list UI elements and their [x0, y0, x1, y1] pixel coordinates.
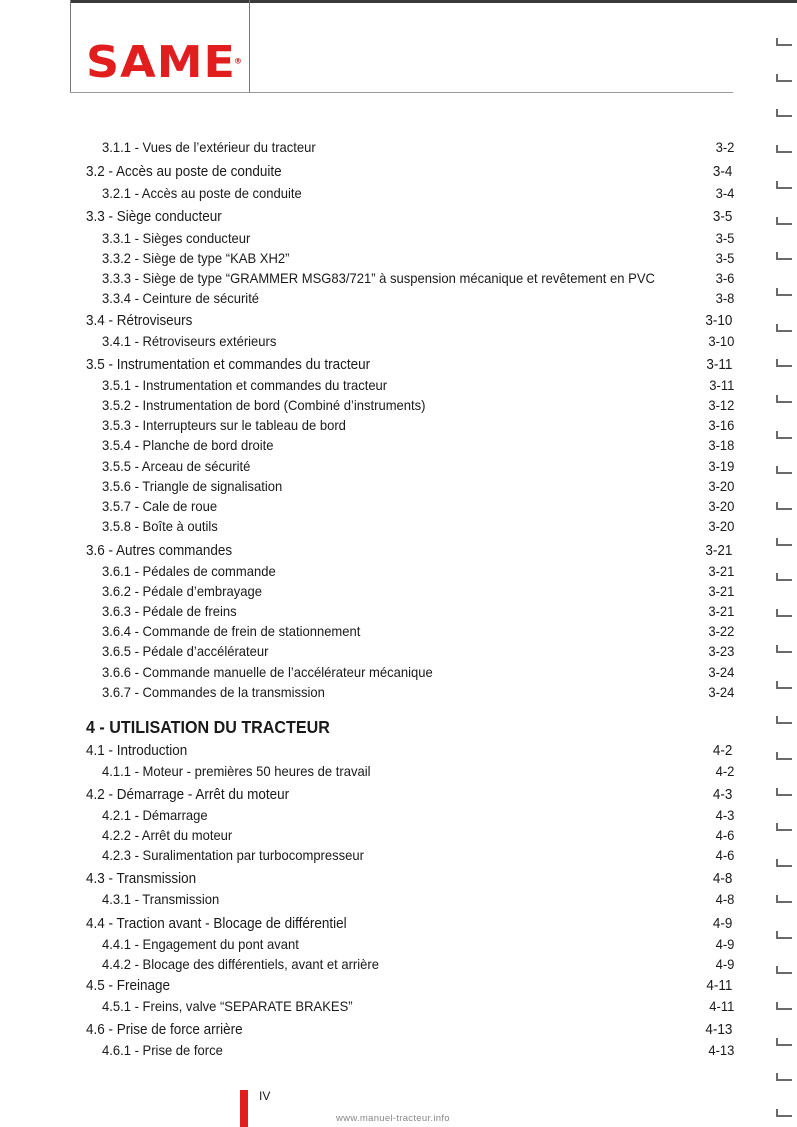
toc-entry-page: 3-21 [708, 563, 735, 579]
toc-entry-title: 3.1.1 - Vues de l’extérieur du tracteur [102, 139, 316, 155]
index-tab [776, 502, 792, 510]
toc-entry-page: 4-8 [715, 891, 735, 907]
toc-entry-title: 4.2 - Démarrage - Arrêt du moteur [86, 787, 290, 803]
toc-subsection-row [102, 415, 734, 435]
toc-entry-page: 3-4 [712, 164, 733, 180]
toc-entry-page: 4-2 [715, 763, 735, 779]
toc-subsection-row [102, 641, 734, 661]
toc-entry-page: 4-2 [712, 743, 733, 759]
toc-entry-page: 3-20 [708, 498, 735, 514]
toc-entry-title: 3.5.4 - Planche de bord droite [102, 437, 274, 453]
toc-entry-page: 3-21 [708, 603, 735, 619]
toc-entry-page: 3-21 [705, 543, 733, 559]
toc-entry-page: 3-5 [715, 250, 735, 266]
toc-entry-page: 3-23 [708, 643, 735, 659]
toc-subsection-row [102, 825, 734, 845]
toc-entry-page: 4-13 [708, 1042, 735, 1058]
toc-entry-page: 4-9 [715, 956, 735, 972]
toc-entry-title: 4.3.1 - Transmission [102, 891, 220, 907]
toc-subsection-row [102, 561, 734, 581]
index-tab [776, 1038, 792, 1046]
toc-entry-page: 3-8 [715, 290, 735, 306]
toc-subsection-row [102, 183, 734, 203]
side-index-tabs [776, 30, 794, 1120]
toc-section-row [86, 162, 732, 182]
toc-subsection-row [102, 375, 734, 395]
index-tab [776, 609, 792, 617]
index-tab [776, 645, 792, 653]
toc-entry-page: 3-11 [709, 377, 735, 393]
toc-subsection-row [102, 516, 734, 536]
toc-entry-page: 3-21 [708, 583, 735, 599]
index-tab [776, 823, 792, 831]
toc-subsection-row [102, 845, 734, 865]
toc-entry-title: 3.3.1 - Sièges conducteur [102, 230, 251, 246]
toc-entry-title: 3.6 - Autres commandes [86, 543, 233, 559]
toc-entry-title: 3.6.7 - Commandes de la transmission [102, 684, 325, 700]
toc-entry-title: 3.5.7 - Cale de roue [102, 498, 218, 514]
toc-entry-page: 4-3 [715, 807, 735, 823]
toc-entry-page: 3-19 [708, 458, 735, 474]
toc-subsection-row [102, 1040, 734, 1060]
index-tab [776, 573, 792, 581]
toc-subsection-row [102, 228, 734, 248]
index-tab [776, 181, 792, 189]
footer-page-number: IV [259, 1089, 271, 1103]
index-tab [776, 681, 792, 689]
toc-entry-title: 3.5.3 - Interrupteurs sur le tableau de bord [102, 417, 346, 433]
toc-entry-page: 3-5 [712, 209, 733, 225]
toc-entry-title: 4.2.2 - Arrêt du moteur [102, 827, 233, 843]
toc-entry-title: 3.5.8 - Boîte à outils [102, 518, 218, 534]
toc-entry-title: 4.4.1 - Engagement du pont avant [102, 936, 299, 952]
index-tab [776, 466, 792, 474]
toc-subsection-row [102, 805, 734, 825]
toc-section-row [86, 311, 732, 331]
toc-section-row [86, 785, 732, 805]
index-tab [776, 395, 792, 403]
toc-entry-page: 3-5 [715, 230, 735, 246]
index-tab [776, 931, 792, 939]
index-tab [776, 788, 792, 796]
toc-entry-page: 4-8 [712, 871, 733, 887]
toc-section-row [86, 1020, 732, 1040]
toc-entry-page: 3-4 [715, 185, 735, 201]
toc-entry-title: 4.6 - Prise de force arrière [86, 1022, 243, 1038]
toc-entry-page: 4-3 [712, 787, 733, 803]
toc-entry-title: 3.2 - Accès au poste de conduite [86, 164, 282, 180]
toc-entry-title: 3.6.5 - Pédale d’accélérateur [102, 643, 269, 659]
toc-section-row [86, 914, 732, 934]
index-tab [776, 1109, 792, 1117]
toc-entry-page: 4-9 [712, 916, 733, 932]
index-tab [776, 324, 792, 332]
toc-section-row [86, 869, 732, 889]
toc-entry-page: 3-22 [708, 623, 735, 639]
toc-subsection-row [102, 761, 734, 781]
toc-entry-title: 3.5.1 - Instrumentation et commandes du tracteur [102, 377, 388, 393]
toc-subsection-row [102, 581, 734, 601]
toc-entry-page: 3-12 [708, 397, 735, 413]
index-tab [776, 895, 792, 903]
toc-section-row [86, 541, 732, 561]
toc-subsection-row [102, 996, 734, 1016]
toc-entry-title: 3.3.3 - Siège de type “GRAMMER MSG83/721” à suspension mécanique et revêtement en PVC [102, 270, 655, 286]
toc-subsection-row [102, 248, 734, 268]
chapter-heading: 4 - UTILISATION DU TRACTEUR [86, 717, 330, 737]
toc-subsection-row [102, 476, 734, 496]
toc-section-row [86, 741, 732, 761]
toc-subsection-row [102, 268, 734, 288]
toc-entry-page: 3-20 [708, 478, 735, 494]
toc-entry-page: 3-24 [708, 664, 735, 680]
index-tab [776, 217, 792, 225]
toc-entry-title: 3.6.3 - Pédale de freins [102, 603, 237, 619]
index-tab [776, 109, 792, 117]
toc-subsection-row [102, 288, 734, 308]
index-tab [776, 966, 792, 974]
toc-entry-page: 3-20 [708, 518, 735, 534]
index-tab [776, 145, 792, 153]
toc-subsection-row [102, 137, 734, 157]
index-tab [776, 538, 792, 546]
toc-subsection-row [102, 934, 734, 954]
toc-entry-page: 4-6 [715, 847, 735, 863]
index-tab [776, 74, 792, 82]
registered-mark: ® [233, 57, 243, 66]
toc-entry-page: 4-9 [715, 936, 735, 952]
toc-subsection-row [102, 435, 734, 455]
toc-entry-title: 4.4 - Traction avant - Blocage de différentiel [86, 916, 347, 932]
toc-entry-title: 3.6.2 - Pédale d’embrayage [102, 583, 262, 599]
toc-entry-title: 4.1 - Introduction [86, 743, 188, 759]
toc-entry-title: 4.2.3 - Suralimentation par turbocompresseur [102, 847, 364, 863]
index-tab [776, 359, 792, 367]
index-tab [776, 431, 792, 439]
index-tab [776, 752, 792, 760]
toc-entry-title: 3.4 - Rétroviseurs [86, 313, 193, 329]
toc-entry-page: 4-11 [709, 998, 735, 1014]
toc-entry-title: 3.5 - Instrumentation et commandes du tracteur [86, 357, 371, 373]
toc-entry-title: 4.3 - Transmission [86, 871, 197, 887]
toc-subsection-row [102, 496, 734, 516]
index-tab [776, 716, 792, 724]
toc-entry-title: 3.3.4 - Ceinture de sécurité [102, 290, 260, 306]
toc-entry-title: 4.5 - Freinage [86, 978, 170, 994]
index-tab [776, 288, 792, 296]
footer-url: www.manuel-tracteur.info [336, 1113, 450, 1124]
toc-subsection-row [102, 331, 734, 351]
toc-entry-title: 3.6.1 - Pédales de commande [102, 563, 276, 579]
toc-entry-title: 3.6.6 - Commande manuelle de l’accélérateur mécanique [102, 664, 433, 680]
toc-entry-page: 3-18 [708, 437, 735, 453]
toc-entry-page: 4-11 [706, 978, 733, 994]
toc-entry-page: 3-2 [715, 139, 735, 155]
toc-entry-page: 4-6 [715, 827, 735, 843]
toc-section-row [86, 976, 732, 996]
toc-entry-title: 3.3.2 - Siège de type “KAB XH2” [102, 250, 290, 266]
logo-text: SAME [86, 36, 236, 88]
toc-subsection-row [102, 456, 734, 476]
toc-entry-title: 4.6.1 - Prise de force [102, 1042, 223, 1058]
index-tab [776, 1002, 792, 1010]
toc-subsection-row [102, 682, 734, 702]
toc-entry-title: 4.1.1 - Moteur - premières 50 heures de travail [102, 763, 371, 779]
toc-subsection-row [102, 662, 734, 682]
toc-section-row [86, 355, 732, 375]
index-tab [776, 859, 792, 867]
toc-entry-title: 4.4.2 - Blocage des différentiels, avant et arrière [102, 956, 379, 972]
toc-subsection-row [102, 601, 734, 621]
toc-entry-title: 3.3 - Siège conducteur [86, 209, 222, 225]
toc-entry-title: 3.5.5 - Arceau de sécurité [102, 458, 251, 474]
toc-subsection-row [102, 889, 734, 909]
toc-entry-title: 3.6.4 - Commande de frein de stationnement [102, 623, 361, 639]
toc-entry-title: 4.5.1 - Freins, valve “SEPARATE BRAKES” [102, 998, 353, 1014]
toc-entry-title: 3.5.6 - Triangle de signalisation [102, 478, 283, 494]
toc-subsection-row [102, 621, 734, 641]
toc-entry-page: 3-24 [708, 684, 735, 700]
toc-entry-page: 3-16 [708, 417, 735, 433]
toc-subsection-row [102, 954, 734, 974]
toc-entry-title: 3.4.1 - Rétroviseurs extérieurs [102, 333, 277, 349]
toc-entry-page: 3-10 [705, 313, 733, 329]
toc-subsection-row [102, 395, 734, 415]
toc-entry-title: 3.2.1 - Accès au poste de conduite [102, 185, 302, 201]
index-tab [776, 252, 792, 260]
toc-entry-title: 4.2.1 - Démarrage [102, 807, 208, 823]
index-tab [776, 1073, 792, 1081]
toc-entry-page: 4-13 [705, 1022, 733, 1038]
index-tab [776, 38, 792, 46]
toc-entry-page: 3-6 [715, 270, 735, 286]
toc-entry-page: 3-11 [706, 357, 733, 373]
toc-entry-page: 3-10 [708, 333, 735, 349]
toc-section-row [86, 207, 732, 227]
footer-red-bar [240, 1090, 248, 1127]
toc-entry-title: 3.5.2 - Instrumentation de bord (Combiné d’instruments) [102, 397, 426, 413]
